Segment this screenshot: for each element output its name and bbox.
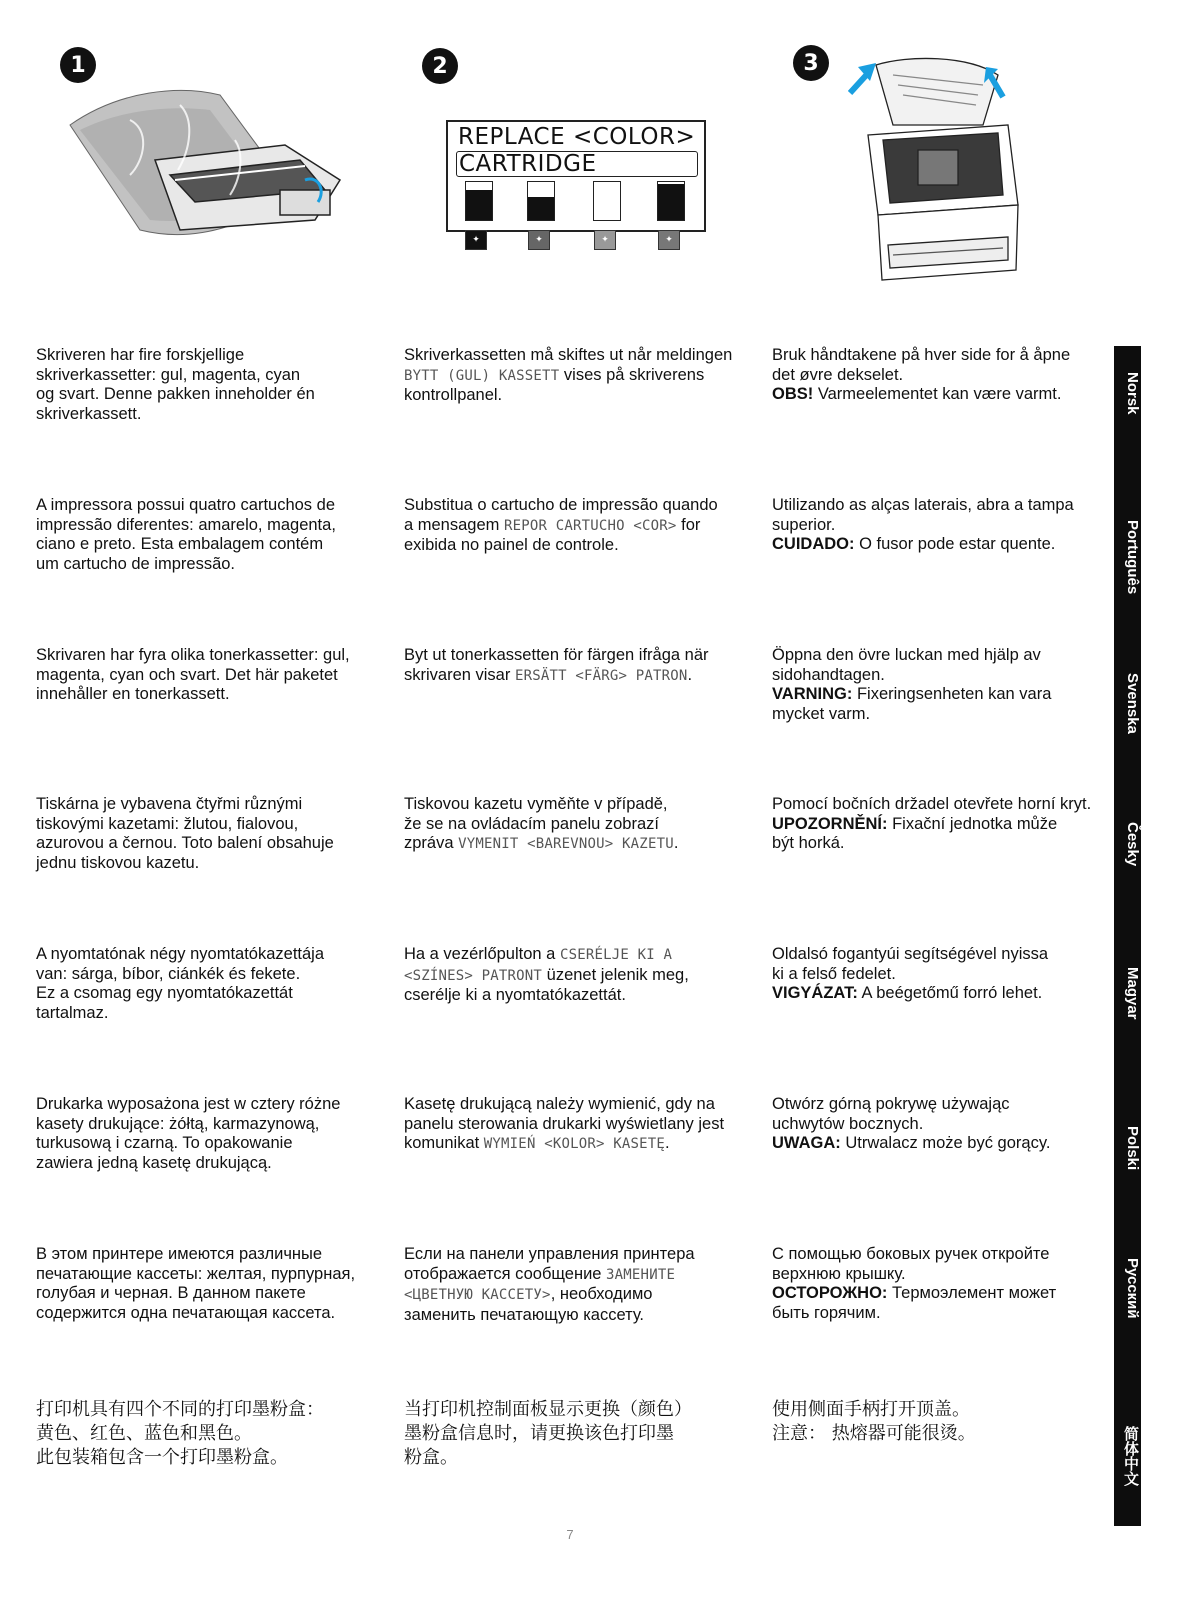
step-badge-3: 3 (793, 45, 829, 81)
instruction-text: 当打印机控制面板显示更换（颜色） 墨粉盒信息时，请更换该色打印墨 粉盒。 (404, 1399, 692, 1468)
instruction-text: Tiskovou kazetu vyměňte v případě, že se na ovládacím panelu zobrazí zpráva (404, 795, 668, 852)
instruction-text: vises på skriverens kontrollpanel. (404, 365, 705, 404)
open-cover-text (772, 795, 1091, 854)
warning-label: UWAGA: (772, 1134, 841, 1152)
panel-message: CSERÉLJE KI A <SZÍNES> PATRONT (404, 947, 673, 984)
description-text: A nyomtatónak négy nyomtatókazettája van: sárga, bíbor, ciánkék és fekete. Ez a csomag egy nyomtatókazettát tartalmaz. (36, 945, 325, 1022)
instruction-text: Pomocí bočních držadel otevřete horní kryt. (772, 795, 1092, 813)
instruction-text: . (673, 834, 679, 852)
replace-instruction-text (404, 1095, 724, 1155)
printer-open-top-illustration (848, 55, 1038, 285)
open-cover-text (772, 646, 1051, 724)
toner-gauge-3 (593, 181, 621, 221)
instruction-text: , необходимо заменить печатающую кассету. (404, 1285, 653, 1324)
instruction-text: . (665, 1134, 670, 1152)
warning-label: OBS! (772, 385, 814, 403)
warning-text: O fusor pode estar quente. (854, 535, 1056, 553)
instruction-text: Substitua o cartucho de impressão quando a mensagem (404, 496, 718, 534)
open-cover-text (772, 1095, 1050, 1154)
replace-instruction-text (404, 1398, 692, 1470)
warning-text: Fixační jednotka může být horká. (772, 814, 1058, 852)
instruction-text: üzenet jelenik meg, cserélje ki a nyomtatókazettát. (404, 965, 689, 1004)
replace-instruction-text (404, 1245, 695, 1325)
open-cover-text (772, 945, 1048, 1004)
warning-text: A beégetőmű forró lehet. (857, 984, 1043, 1002)
description-text: Skrivaren har fyra olika tonerkassetter: gul, magenta, cyan och svart. Det här paketet innehåller en tonerkassett. (36, 646, 350, 703)
warning-text: Varmeelementet kan være varmt. (813, 385, 1062, 403)
description-text: A impressora possui quatro cartuchos de impressão diferentes: amarelo, magenta, ciano e preto. Esta embalagem contém um cartucho de impressão. (36, 496, 336, 573)
open-cover-text (772, 1245, 1056, 1323)
description-text: Drukarka wyposażona jest w cztery różne kasety drukujące: żółtą, karmazynową, turkusową i czarną. To opakowanie zawiera jedną kasetę drukującą. (36, 1095, 341, 1172)
toner-chip-icon: ✦ (594, 230, 616, 250)
open-cover-text (772, 496, 1074, 555)
instruction-text: Utilizando as alças laterais, abra a tampa superior. (772, 496, 1074, 534)
toner-gauge-1 (465, 181, 493, 221)
open-cover-text (772, 346, 1070, 405)
instruction-text: 使用侧面手柄打开顶盖。 注意： 热熔器可能很烫。 (772, 1399, 976, 1444)
panel-message: ERSÄTT <FÄRG> PATRON (514, 667, 688, 684)
warning-label: VIGYÁZAT: (772, 984, 858, 1002)
toner-gauge-2 (527, 181, 555, 221)
warning-label: ОСТОРОЖНО: (772, 1284, 888, 1302)
panel-message: BYTT (GUL) KASSETT (404, 367, 560, 384)
instruction-text: Otwórz górną pokrywę używając uchwytów bocznych. (772, 1095, 1010, 1133)
replace-instruction-text (404, 945, 689, 1006)
warning-text: Термоэлемент может быть горячим. (772, 1284, 1057, 1322)
warning-text: Fixeringsenheten kan vara mycket varm. (772, 685, 1052, 723)
replace-instruction-text (404, 795, 678, 855)
instruction-text: Если на панели управления принтера отображается сообщение (404, 1245, 695, 1283)
panel-message: VYMENIT <BAREVNOU> KAZETU (458, 836, 674, 852)
description-text: В этом принтере имеются различные печатающие кассеты: желтая, пурпурная, голубая и черная. В данном пакете содержится одна печатающая кассета. (36, 1245, 356, 1322)
open-cover-text (772, 1398, 976, 1446)
toner-chip-icon: ✦ (528, 230, 550, 250)
description-text: Tiskárna je vybavena čtyřmi různými tiskovými kazetami: žlutou, fialovou, azurovou a černou. Toto balení obsahuje jednu tiskovou kazetu. (36, 795, 334, 872)
language-tab: 简体中文 (1122, 1426, 1139, 1486)
warning-label: CUIDADO: (772, 535, 855, 553)
toner-bag-illustration (60, 80, 350, 250)
replace-instruction-text (404, 346, 732, 406)
warning-label: VARNING: (772, 685, 853, 703)
replace-instruction-text (404, 646, 709, 686)
instruction-text: for exibida no painel de controle. (404, 515, 701, 554)
replace-instruction-text (404, 496, 718, 556)
panel-message: WYMIEŃ <KOLOR> KASETĘ (483, 1136, 665, 1152)
warning-text: Utrwalacz może być gorący. (840, 1134, 1051, 1152)
panel-message: REPOR CARTUCHO <COR> (503, 517, 677, 534)
description-text: Skriveren har fire forskjellige skriverkassetter: gul, magenta, cyan og svart. Denne pakken inneholder én skriverkassett. (36, 346, 315, 423)
instruction-text: Skriverkassetten må skiftes ut når meldingen (404, 346, 733, 364)
step-badge-2: 2 (422, 48, 458, 84)
language-tab: Polski (1124, 1126, 1141, 1171)
toner-chip-icon: ✦ (465, 230, 487, 250)
instruction-text: С помощью боковых ручек откройте верхнюю крышку. (772, 1245, 1050, 1283)
language-tab: Svenska (1124, 673, 1141, 734)
instruction-text: . (687, 665, 693, 684)
toner-gauge-4 (657, 181, 685, 221)
language-tab: Česky (1124, 822, 1141, 867)
lcd-line-2: CARTRIDGE (456, 151, 698, 177)
toner-chip-icon: ✦ (658, 230, 680, 250)
instruction-text: Byt ut tonerkassetten för färgen ifråga när skrivaren visar (404, 646, 709, 684)
warning-label: UPOZORNĚNÍ: (772, 814, 888, 833)
control-panel-display (446, 120, 706, 232)
step-badge-1: 1 (60, 47, 96, 83)
instruction-text: Oldalsó fogantyúi segítségével nyissa ki a felső fedelet. (772, 945, 1049, 983)
lcd-line-1: REPLACE <COLOR> (458, 124, 696, 150)
language-tab: Magyar (1124, 967, 1141, 1020)
instruction-text: Kasetę drukującą należy wymienić, gdy na panelu sterowania drukarki wyświetlany jest komunikat (404, 1095, 725, 1152)
instruction-text: Ha a vezérlőpulton a (404, 945, 560, 963)
page-number: 7 (566, 1527, 574, 1542)
language-tab: Русский (1124, 1258, 1141, 1319)
description-text: 打印机具有四个不同的打印墨粉盒： 黄色、红色、蓝色和黑色。 此包装箱包含一个打印墨粉盒。 (36, 1399, 324, 1468)
panel-message: ЗАМЕНИТЕ <ЦВЕТНУЮ КАССЕТУ> (404, 1266, 676, 1303)
language-tab: Norsk (1124, 372, 1141, 415)
language-tab: Português (1124, 520, 1141, 595)
instruction-text: Bruk håndtakene på hver side for å åpne det øvre dekselet. (772, 346, 1071, 384)
instruction-text: Öppna den övre luckan med hjälp av sidohandtagen. (772, 646, 1041, 684)
